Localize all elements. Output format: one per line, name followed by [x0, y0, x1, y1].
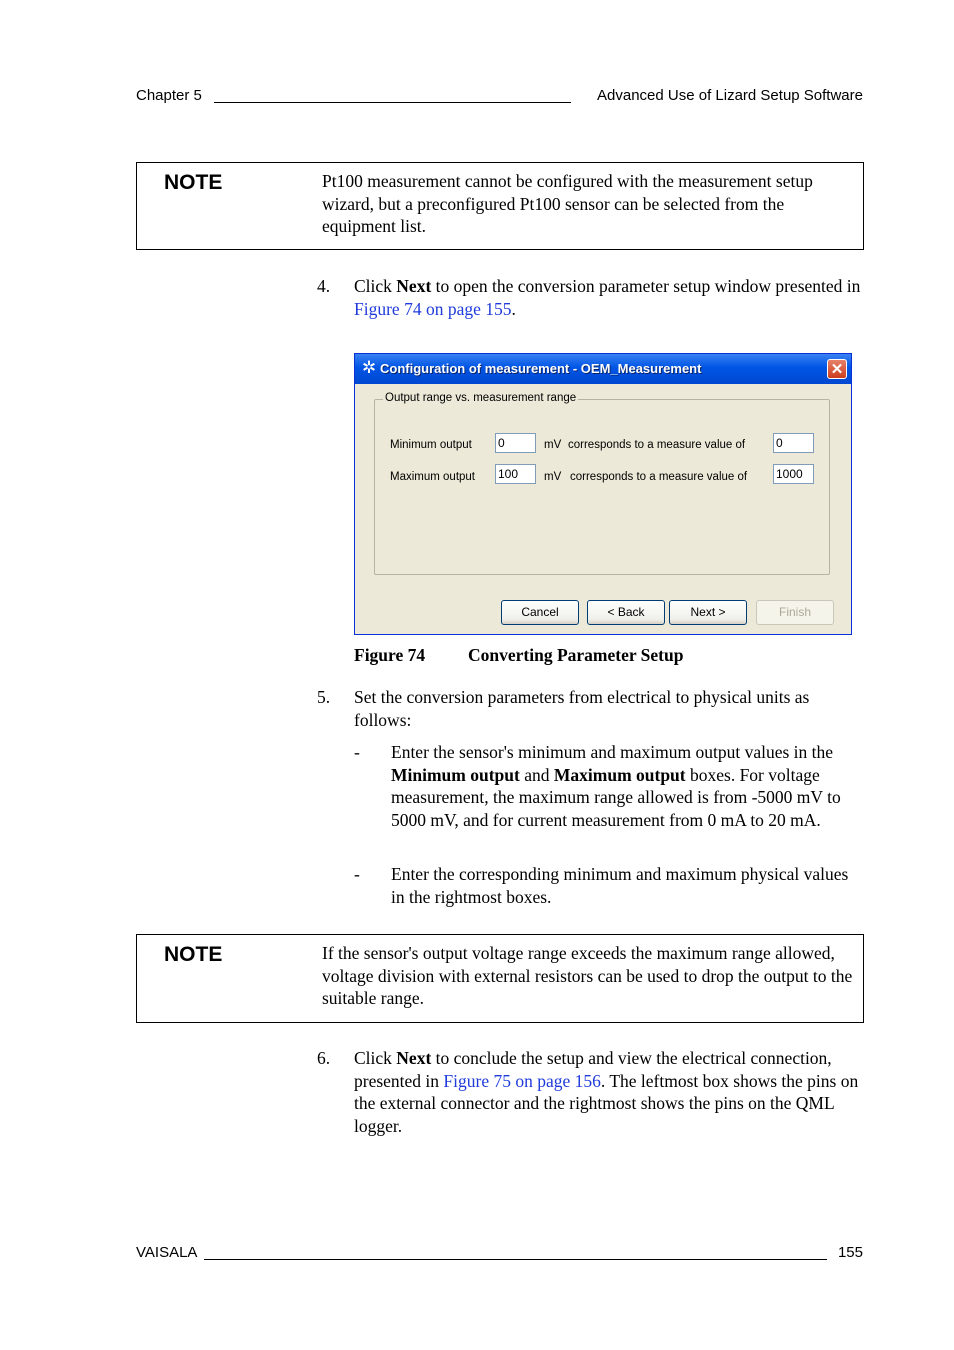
- maximum-measure-field[interactable]: 1000: [773, 464, 814, 484]
- figure-74-link[interactable]: Figure 74 on page 155: [354, 298, 512, 319]
- page-footer: [136, 1244, 863, 1264]
- step-number: 4.: [317, 276, 331, 296]
- step-text: Click Next to conclude the setup and view the electrical connection, presented in Figure 75 on page 156. The leftmost box shows the pins on the external connector and the rightmost shows the pins on the QML logger.: [354, 1048, 859, 1136]
- header-rule: [214, 102, 571, 103]
- bullet-dash: -: [354, 742, 360, 762]
- app-snowflake-icon: ✲: [361, 358, 377, 377]
- step-text: Click Next to open the conversion parameter setup window presented in Figure 74 on page 155.: [354, 276, 861, 319]
- note-box-voltage: [136, 934, 864, 1023]
- back-button[interactable]: < Back: [587, 600, 665, 625]
- figure-title: Converting Parameter Setup: [468, 645, 684, 665]
- minimum-output-field[interactable]: 0: [495, 433, 536, 453]
- page-number: 155: [837, 1244, 863, 1261]
- dialog-titlebar: [355, 354, 851, 384]
- minimum-measure-field[interactable]: 0: [773, 433, 814, 453]
- figure-75-link[interactable]: Figure 75 on page 156: [443, 1070, 601, 1091]
- step-number: 6.: [317, 1048, 331, 1068]
- figure-number: Figure 74: [354, 645, 426, 665]
- step-number: 5.: [317, 687, 331, 707]
- note-box-pt100: [136, 162, 864, 250]
- bullet-dash: -: [354, 864, 360, 884]
- configuration-dialog: [354, 353, 852, 635]
- close-icon[interactable]: ✕: [827, 359, 847, 379]
- note-label: NOTE: [164, 943, 223, 966]
- page-header: [136, 87, 863, 107]
- chapter-label: Chapter 5: [136, 87, 202, 104]
- brand-label: VAISALA: [136, 1244, 198, 1261]
- step-text: Set the conversion parameters from electrical to physical units as follows:: [354, 687, 810, 730]
- min-unit-label: mV: [544, 439, 562, 451]
- note-label: NOTE: [164, 171, 223, 194]
- dialog-body: [358, 384, 848, 631]
- cancel-button[interactable]: Cancel: [501, 600, 579, 625]
- max-corresponds-label: corresponds to a measure value of: [570, 471, 748, 483]
- maximum-output-field[interactable]: 100: [495, 464, 536, 484]
- output-range-group: [374, 392, 830, 575]
- next-button[interactable]: Next >: [669, 600, 747, 625]
- dialog-title: Configuration of measurement - OEM_Measurement: [380, 361, 702, 376]
- finish-button[interactable]: Finish: [756, 600, 834, 625]
- bullet-text: Enter the corresponding minimum and maximum physical values in the rightmost boxes.: [391, 864, 849, 907]
- maximum-output-label: Maximum output: [390, 471, 476, 483]
- minimum-output-label: Minimum output: [390, 439, 472, 451]
- note-text: Pt100 measurement cannot be configured with the measurement setup wizard, but a preconfigured Pt100 sensor can be selected from the equipment list.: [322, 171, 813, 236]
- footer-rule: [204, 1259, 827, 1260]
- max-unit-label: mV: [544, 471, 562, 483]
- group-label: Output range vs. measurement range: [385, 392, 577, 404]
- min-corresponds-label: corresponds to a measure value of: [568, 439, 746, 451]
- note-text: If the sensor's output voltage range exceeds the maximum range allowed, voltage division with external resistors can be used to drop the output to the suitable range.: [322, 943, 853, 1008]
- bullet-text: Enter the sensor's minimum and maximum output values in the Minimum output and Maximum output boxes. For voltage measurement, the maximum range allowed is from -5000 mV to 5000 mV, and for current measurement from 0 mA to 20 mA.: [391, 742, 841, 830]
- section-title: Advanced Use of Lizard Setup Software: [597, 87, 863, 104]
